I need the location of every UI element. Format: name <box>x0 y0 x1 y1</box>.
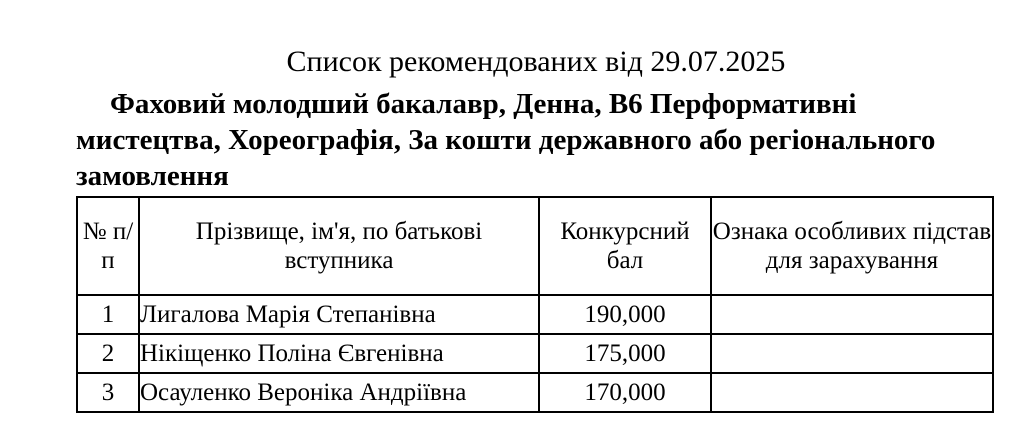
header-special-grounds: Ознака особливих підстав для зарахування <box>711 197 993 295</box>
header-full-name: Прізвище, ім'я, по батькові вступника <box>139 197 539 295</box>
row-special-grounds <box>711 295 993 334</box>
table-row <box>77 373 993 412</box>
program-heading: Фаховий молодший бакалавр, Денна, B6 Перформативні мистецтва, Хореографія, За кошти державного або регіонального замовлення <box>76 88 936 192</box>
row-special-grounds <box>711 373 993 412</box>
table-row <box>77 295 993 334</box>
row-full-name: Осауленко Вероніка Андріївна <box>139 373 539 412</box>
row-full-name: Лигалова Марія Степанівна <box>139 295 539 334</box>
row-number: 3 <box>77 373 139 412</box>
header-score: Конкурсний бал <box>539 197 711 295</box>
row-score: 170,000 <box>539 373 711 412</box>
recommended-list-table <box>76 196 994 413</box>
row-score: 190,000 <box>539 295 711 334</box>
table-header-row <box>77 197 993 295</box>
header-number: № п/п <box>77 197 139 295</box>
row-number: 1 <box>77 295 139 334</box>
table-row <box>77 334 993 373</box>
row-number: 2 <box>77 334 139 373</box>
row-full-name: Нікіщенко Поліна Євгенівна <box>139 334 539 373</box>
document-title: Список рекомендованих від 29.07.2025 <box>286 45 786 78</box>
row-score: 175,000 <box>539 334 711 373</box>
row-special-grounds <box>711 334 993 373</box>
